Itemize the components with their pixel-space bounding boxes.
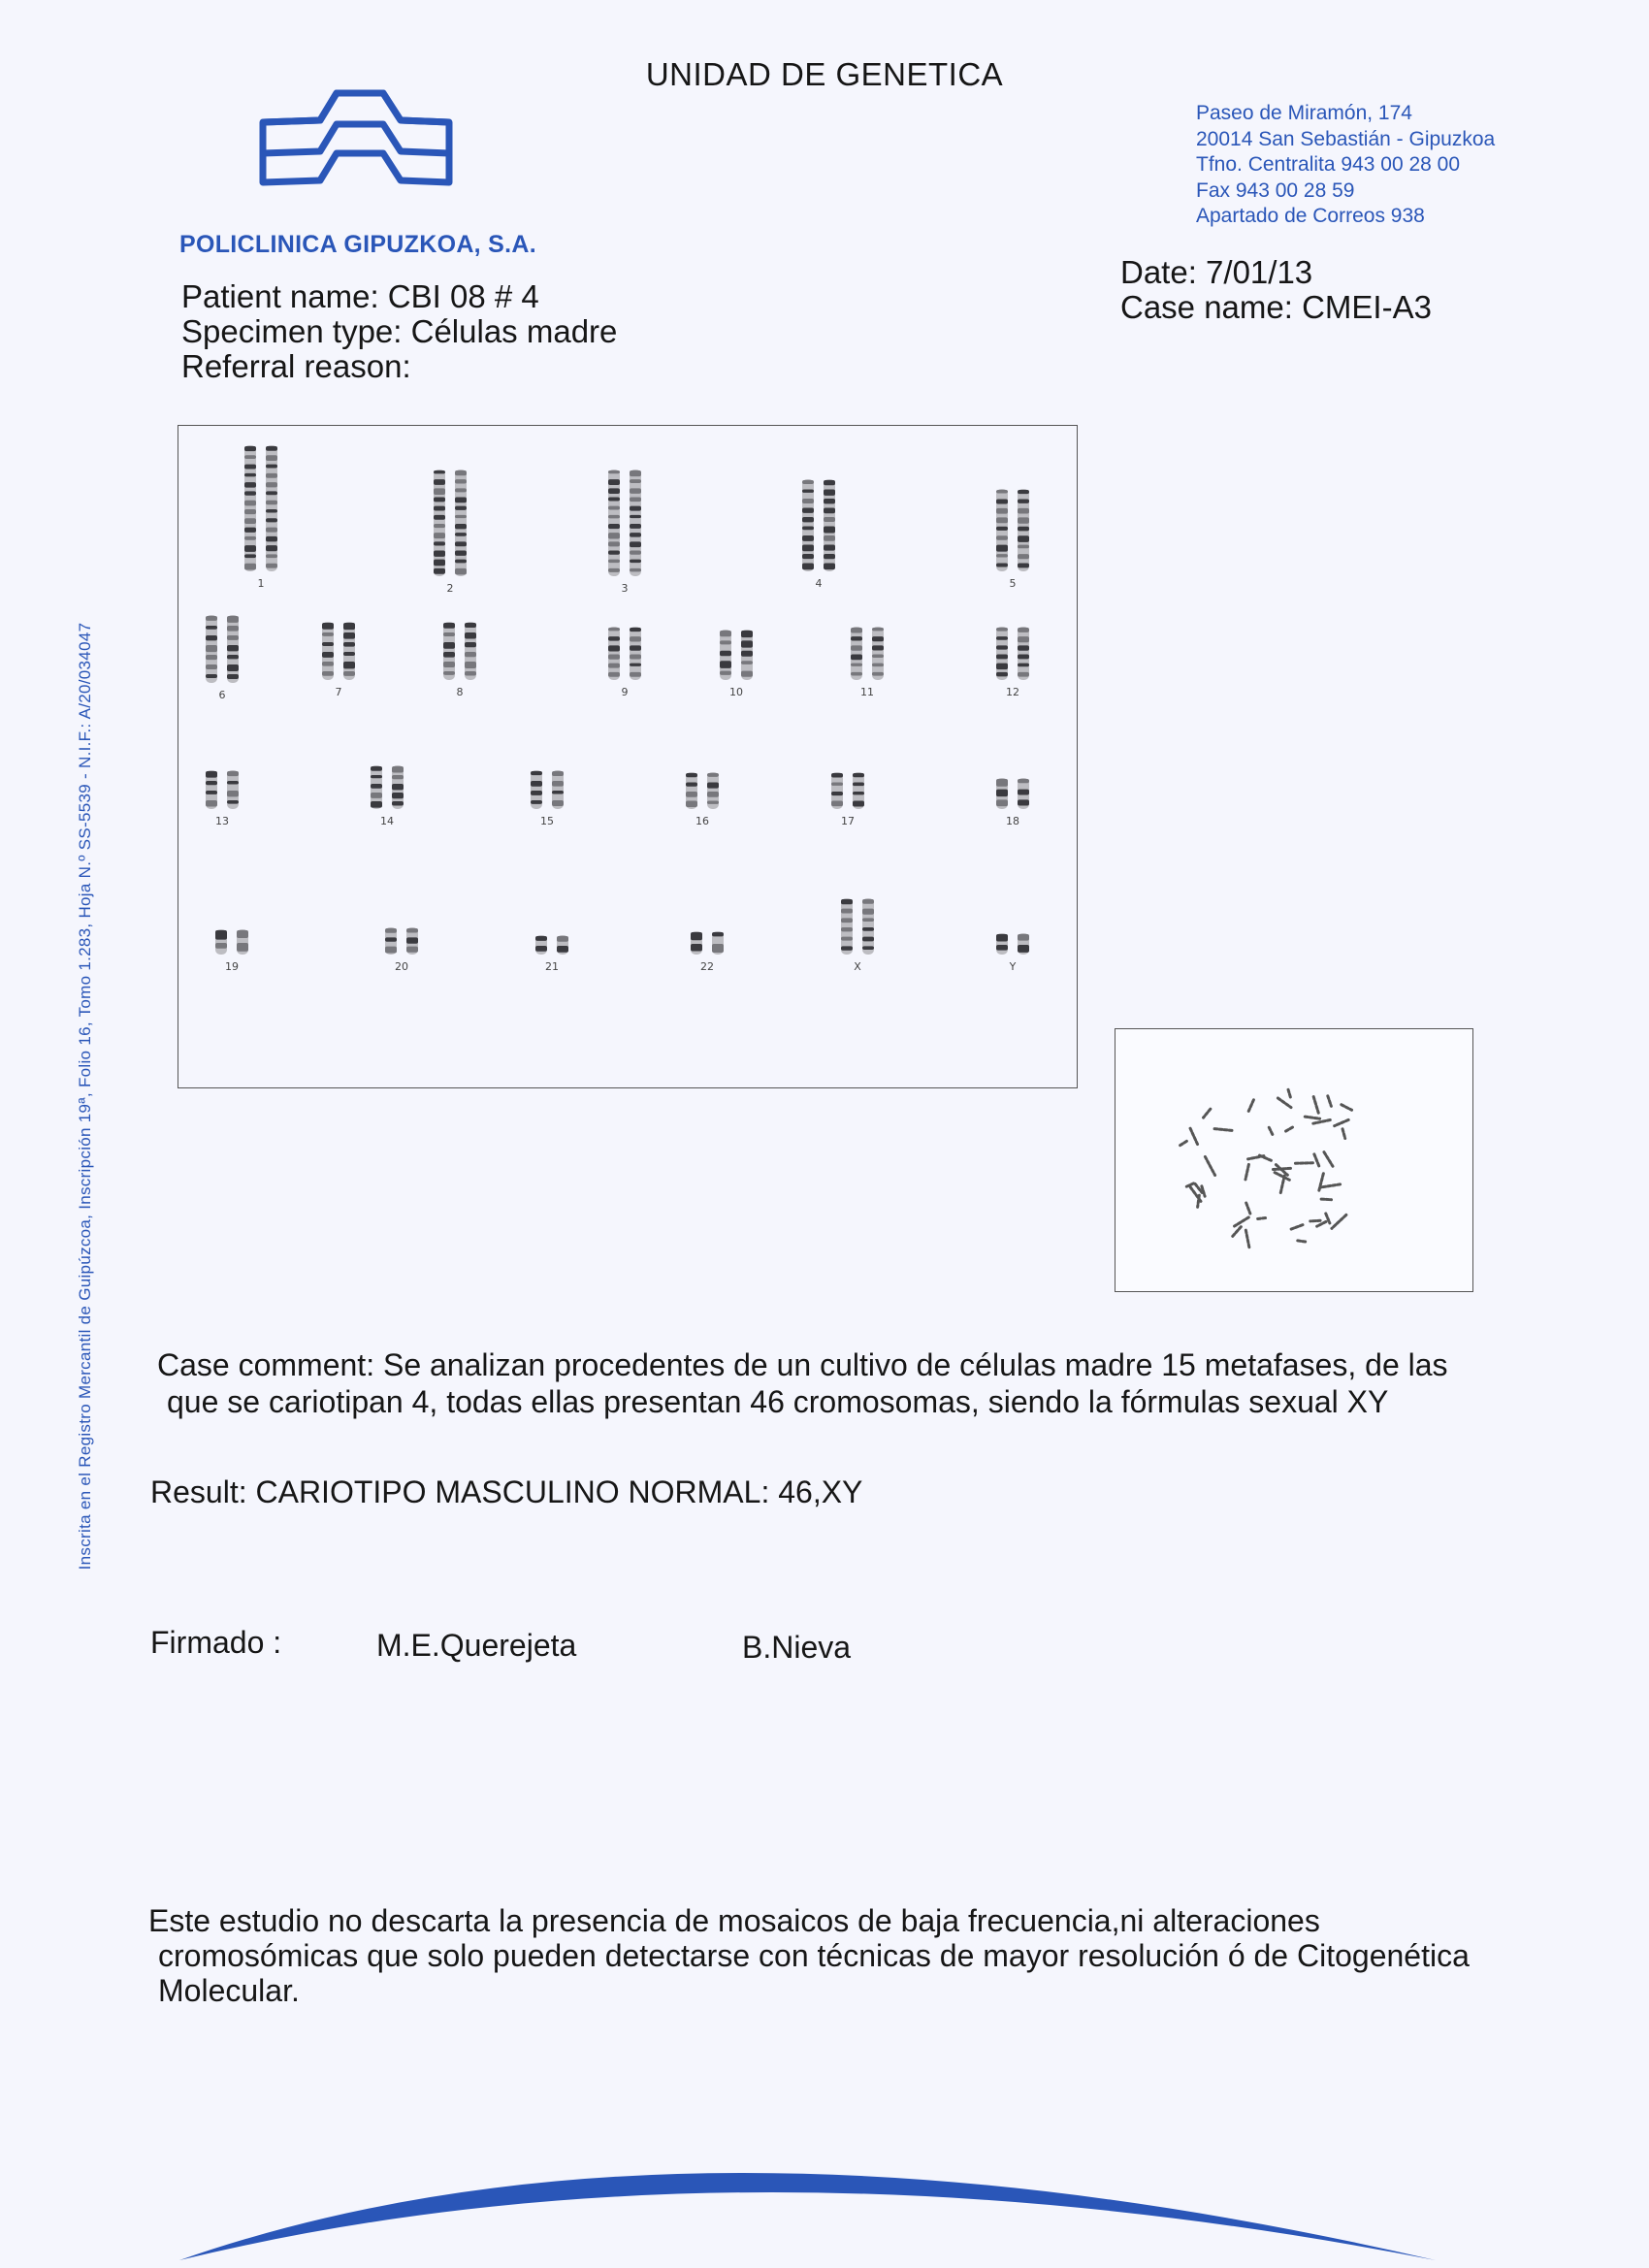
metaphase-chromosome xyxy=(1248,1100,1253,1112)
referral-reason: Referral reason: xyxy=(181,348,411,384)
registry-note: Inscrita en el Registro Mercantil de Guipúzcoa, Inscripción 19ª, Folio 16, Tomo 1.283, Hoja N.º SS-5539 - N.I.F.: A/20/034047 xyxy=(76,622,94,1571)
metaphase-chromosome xyxy=(1298,1241,1307,1242)
chromosome-label: 20 xyxy=(395,960,408,973)
chromosome-label: 4 xyxy=(815,577,823,590)
chromosome-pair xyxy=(608,470,641,576)
case-comment xyxy=(157,1346,1573,1420)
metaphase-chromosome xyxy=(1321,1199,1331,1200)
metaphase-chromosome xyxy=(1288,1089,1291,1098)
chromosome-pair xyxy=(720,630,753,680)
chromosome-pair xyxy=(244,445,277,571)
chromosome-pair xyxy=(385,927,418,955)
chromosome-pair xyxy=(443,622,476,680)
metaphase-chromosome xyxy=(1277,1098,1291,1108)
metaphase-chromosome xyxy=(1248,1156,1264,1159)
chromosome-pair xyxy=(996,627,1029,680)
organization-name: POLICLINICA GIPUZKOA, S.A. xyxy=(179,231,536,258)
metaphase-chromosome xyxy=(1332,1215,1346,1228)
metaphase-chromosome xyxy=(1204,1109,1211,1118)
signer-name: M.E.Querejeta xyxy=(376,1628,577,1663)
metaphase-chromosome xyxy=(1245,1164,1248,1179)
chromosome-label: 5 xyxy=(1009,577,1017,590)
chromosome-label: 10 xyxy=(729,686,743,698)
metaphase-chromosome xyxy=(1313,1120,1330,1124)
chromosome-pair xyxy=(996,933,1029,955)
metaphase-chromosome xyxy=(1233,1227,1242,1237)
metaphase-chromosome xyxy=(1190,1128,1198,1145)
metaphase-chromosome xyxy=(1291,1225,1303,1229)
disclaimer xyxy=(148,1903,1603,2008)
chromosome-label: 18 xyxy=(1006,815,1019,827)
chromosome-pair xyxy=(371,765,404,809)
metaphase-chromosome xyxy=(1245,1230,1249,1247)
metaphase-chromosome xyxy=(1305,1117,1319,1118)
chromosome-pair xyxy=(831,772,864,809)
metaphase-chromosome xyxy=(1320,1184,1340,1187)
chromosome-pair xyxy=(531,770,564,809)
chromosome-label: 8 xyxy=(456,686,464,698)
chromosome-label: 6 xyxy=(218,689,226,701)
chromosome-label: 11 xyxy=(860,686,874,698)
metaphase-chromosome xyxy=(1342,1105,1352,1111)
metaphase-chromosome xyxy=(1285,1127,1293,1131)
chromosome-pair xyxy=(322,622,355,680)
case-info xyxy=(1120,255,1432,325)
metaphase-chromosome xyxy=(1328,1096,1332,1107)
chromosome-pair xyxy=(841,898,874,955)
case-date: Date: 7/01/13 xyxy=(1120,254,1313,290)
chromosome-pair xyxy=(608,627,641,680)
chromosome-label: Y xyxy=(1009,960,1017,973)
address-line: Paseo de Miramón, 174 xyxy=(1196,102,1412,124)
chromosome-label: 9 xyxy=(621,686,629,698)
karyotype-image xyxy=(178,426,1077,1087)
chromosome-label: X xyxy=(854,960,861,973)
chromosome-label: 13 xyxy=(215,815,229,827)
chromosome-label: 3 xyxy=(621,582,629,595)
chromosome-pair xyxy=(996,778,1029,809)
result: Result: CARIOTIPO MASCULINO NORMAL: 46,XY xyxy=(150,1474,863,1509)
metaphase-chromosome xyxy=(1314,1154,1319,1166)
address-line: Apartado de Correos 938 xyxy=(1196,205,1425,227)
chromosome-pair xyxy=(206,615,239,683)
chromosome-label: 17 xyxy=(841,815,855,827)
page-title: UNIDAD DE GENETICA xyxy=(645,56,1004,92)
metaphase-chromosome xyxy=(1214,1129,1233,1131)
chromosome-pair xyxy=(206,770,239,809)
chromosome-label: 2 xyxy=(446,582,454,595)
signer-name: B.Nieva xyxy=(742,1630,852,1665)
chromosome-pair xyxy=(215,929,248,955)
metaphase-chromosome xyxy=(1257,1218,1266,1219)
signed-label: Firmado : xyxy=(150,1625,282,1660)
metaphase-image xyxy=(1116,1029,1472,1291)
patient-name: Patient name: CBI 08 # 4 xyxy=(181,278,539,314)
chromosome-label: 14 xyxy=(380,815,394,827)
chromosome-pair xyxy=(851,627,884,680)
address-block xyxy=(1196,101,1495,230)
address-line: 20014 San Sebastián - Gipuzkoa xyxy=(1196,127,1496,150)
chromosome-label: 21 xyxy=(545,960,559,973)
disclaimer-line: cromosómicas que solo pueden detectarse con técnicas de mayor resolución ó de Citogenética xyxy=(158,1938,1470,1973)
metaphase-chromosome xyxy=(1324,1152,1333,1167)
metaphase-chromosome xyxy=(1269,1127,1273,1135)
chromosome-label: 19 xyxy=(225,960,239,973)
metaphase-chromosome xyxy=(1310,1220,1320,1221)
karyotype-panel xyxy=(178,425,1078,1088)
company-logo xyxy=(257,85,456,211)
specimen-type: Specimen type: Células madre xyxy=(181,313,618,349)
footer-swoosh xyxy=(0,2086,1649,2268)
metaphase-panel xyxy=(1115,1028,1473,1292)
disclaimer-line: Molecular. xyxy=(158,1973,300,2008)
metaphase-chromosome xyxy=(1246,1203,1250,1214)
address-line: Fax 943 00 28 59 xyxy=(1196,178,1355,202)
metaphase-chromosome xyxy=(1205,1156,1214,1175)
chromosome-pair xyxy=(434,470,467,576)
metaphase-chromosome xyxy=(1235,1217,1249,1226)
metaphase-chromosome xyxy=(1180,1141,1187,1146)
chromosome-label: 7 xyxy=(335,686,342,698)
case-comment-line: Case comment: Se analizan procedentes de un cultivo de células madre 15 metafases, de las xyxy=(157,1347,1448,1382)
chromosome-label: 16 xyxy=(695,815,709,827)
chromosome-label: 22 xyxy=(700,960,714,973)
chromosome-pair xyxy=(996,489,1029,571)
patient-info xyxy=(181,279,617,384)
chromosome-label: 15 xyxy=(540,815,554,827)
metaphase-chromosome xyxy=(1342,1129,1345,1139)
chromosome-pair xyxy=(691,931,724,955)
chromosome-pair xyxy=(535,935,568,955)
chromosome-pair xyxy=(686,772,719,809)
case-comment-line: que se cariotipan 4, todas ellas presentan 46 cromosomas, siendo la fórmulas sexual XY xyxy=(167,1384,1389,1419)
address-line: Tfno. Centralita 943 00 28 00 xyxy=(1196,153,1461,176)
metaphase-chromosome xyxy=(1317,1221,1326,1226)
chromosome-label: 12 xyxy=(1006,686,1019,698)
chromosome-label: 1 xyxy=(257,577,265,590)
metaphase-chromosome xyxy=(1335,1119,1349,1125)
metaphase-chromosome xyxy=(1313,1097,1318,1114)
chromosome-pair xyxy=(802,479,835,571)
case-name: Case name: CMEI-A3 xyxy=(1120,289,1432,325)
disclaimer-line: Este estudio no descarta la presencia de mosaicos de baja frecuencia,ni alteraciones xyxy=(148,1903,1320,1938)
